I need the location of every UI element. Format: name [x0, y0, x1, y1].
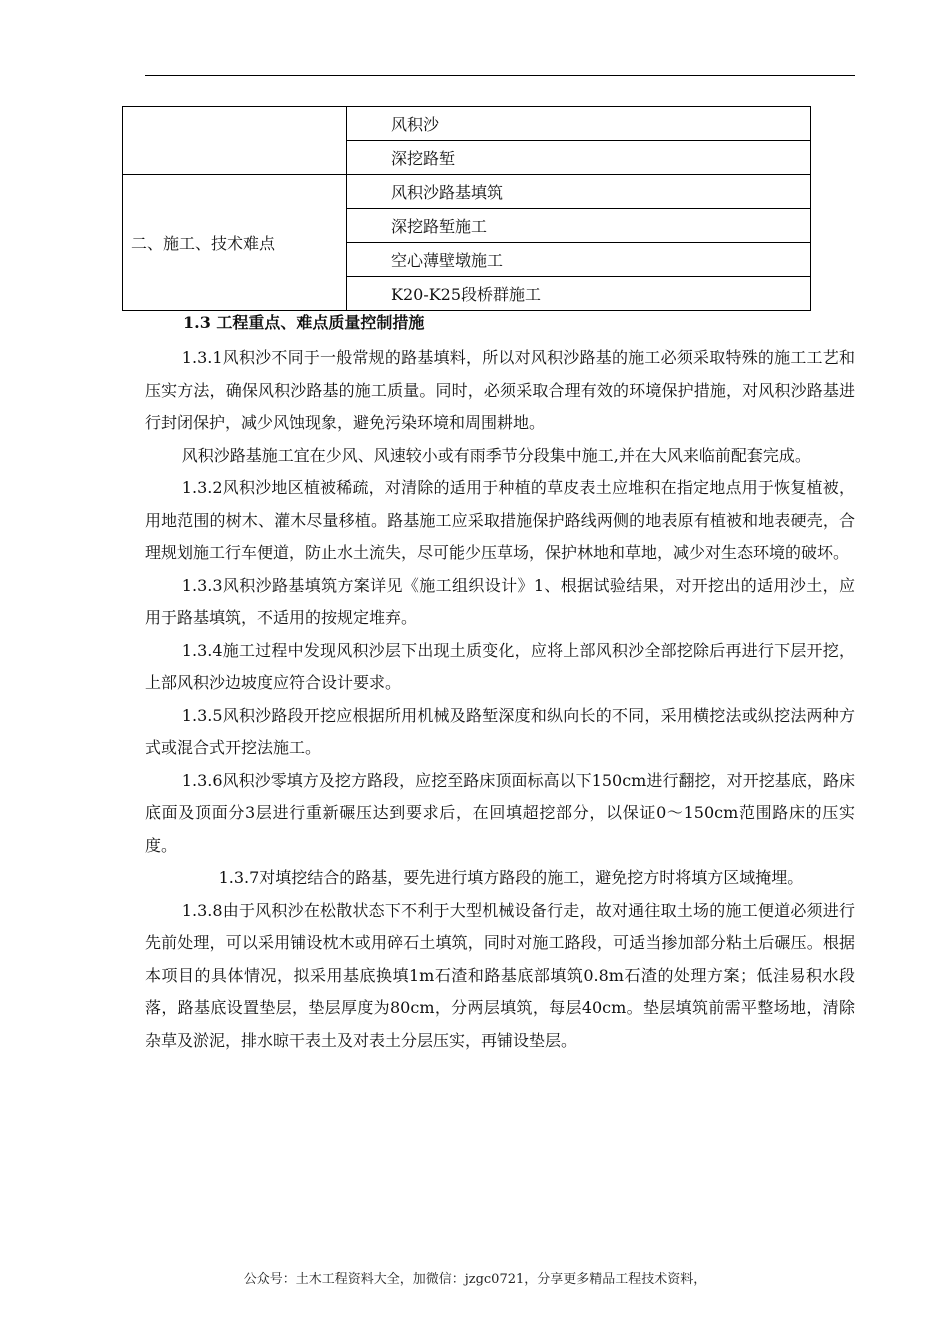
table-category-cell	[123, 107, 347, 175]
table-item-cell: 空心薄壁墩施工	[347, 243, 811, 277]
paragraph: 风积沙路基施工宜在少风、风速较小或有雨季节分段集中施工,并在大风来临前配套完成。	[181, 445, 811, 465]
paragraph: 1.3.6风积沙零填方及挖方路段，应挖至路床顶面标高以下150cm进行翻挖，对开挖基底，路床底面及顶面分3层进行重新碾压达到要求后，在回填超挖部分，以保证0～150cm范围路床的压实度。	[145, 770, 855, 855]
body-text	[145, 342, 855, 1057]
footer-note: 公众号：土木工程资料大全，加微信：jzgc0721，分享更多精品工程技术资料，	[243, 1272, 707, 1287]
paragraph: 1.3.4施工过程中发现风积沙层下出现土质变化，应将上部风积沙全部挖除后再进行下层开挖，上部风积沙边坡度应符合设计要求。	[145, 640, 855, 692]
paragraph: 1.3.7对填挖结合的路基，要先进行填方路段的施工，避免挖方时将填方区域掩埋。	[218, 868, 804, 887]
table-item-cell: 风积沙路基填筑	[347, 175, 811, 209]
table-row	[123, 107, 811, 141]
table-category-cell: 二、施工、技术难点	[123, 175, 347, 311]
difficulty-table	[122, 106, 811, 311]
table-item-cell: K20-K25段桥群施工	[347, 277, 811, 311]
table-row	[123, 175, 811, 209]
table-item-cell: 深挖路堑	[347, 141, 811, 175]
paragraph: 1.3.8由于风积沙在松散状态下不利于大型机械设备行走，故对通往取土场的施工便道必须进行先前处理，可以采用铺设枕木或用碎石土填筑，同时对施工路段，可适当掺加部分粘土后碾压。根据本项目的具体情况，拟采用基底换填1m石渣和路基底部填筑0.8m石渣的处理方案；低洼易积水段落，路基底设置垫层，垫层厚度为80cm，分两层填筑，每层40cm。垫层填筑前需平整场地，清除杂草及淤泥，排水晾干表土及对表土分层压实，再铺设垫层。	[145, 900, 855, 1050]
table-item-cell: 深挖路堑施工	[347, 209, 811, 243]
section-heading: 1.3 工程重点、难点质量控制措施	[183, 313, 425, 332]
header-rule	[145, 75, 855, 76]
paragraph: 1.3.1风积沙不同于一般常规的路基填料，所以对风积沙路基的施工必须采取特殊的施工工艺和压实方法，确保风积沙路基的施工质量。同时，必须采取合理有效的环境保护措施，对风积沙路基进行封闭保护，减少风蚀现象，避免污染环境和周围耕地。	[145, 348, 855, 432]
paragraph: 1.3.5风积沙路段开挖应根据所用机械及路堑深度和纵向长的不同，采用横挖法或纵挖法两种方式或混合式开挖法施工。	[145, 705, 855, 757]
paragraph: 1.3.2风积沙地区植被稀疏，对清除的适用于种植的草皮表土应堆积在指定地点用于恢复植被，用地范围的树木、灌木尽量移植。路基施工应采取措施保护路线两侧的地表原有植被和地表硬壳，合理规划施工行车便道，防止水土流失，尽可能少压草场，保护林地和草地，减少对生态环境的破坏。	[145, 478, 855, 562]
table-item-cell: 风积沙	[347, 107, 811, 141]
paragraph: 1.3.3风积沙路基填筑方案详见《施工组织设计》1、根据试验结果，对开挖出的适用沙土，应用于路基填筑，不适用的按规定堆弃。	[145, 575, 855, 627]
